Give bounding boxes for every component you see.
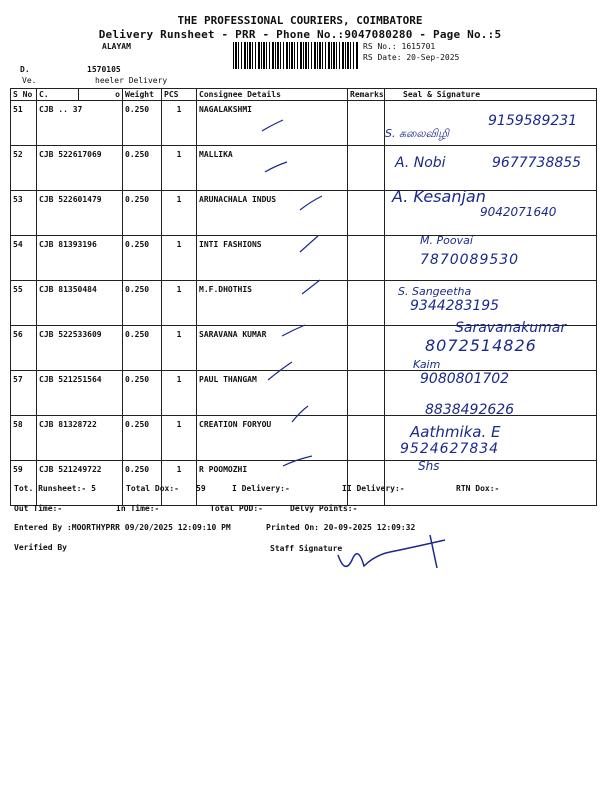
- row-awb: CJB 522617069: [37, 146, 123, 191]
- in-time: In Time:-: [116, 504, 160, 513]
- sign-57-name: Kaim: [413, 358, 441, 371]
- tot-runsheet: Tot. Runsheet:- 5: [14, 484, 96, 493]
- col-remarks: Remarks: [348, 89, 385, 101]
- row-sno: 56: [11, 326, 37, 371]
- sign-54-phone: 7870089530: [420, 252, 520, 268]
- table-header-row: [11, 89, 597, 101]
- row-awb: CJB 81350484: [37, 281, 123, 326]
- col-awb-2: o: [79, 89, 123, 101]
- row-pcs: 1: [162, 326, 197, 371]
- sign-58-phone: 8838492626: [425, 402, 515, 418]
- row-sno: 52: [11, 146, 37, 191]
- ve-label: Ve.: [22, 76, 37, 85]
- row-weight: 0.250: [123, 371, 162, 416]
- sign-56-phone: 8072514826: [425, 336, 537, 355]
- row-remarks: [348, 416, 385, 461]
- row-remarks: [348, 461, 385, 506]
- row-pcs: 1: [162, 146, 197, 191]
- sign-52-phone: 9677738855: [492, 155, 582, 171]
- table-row: [11, 461, 597, 506]
- ii-delivery: II Delivery:-: [342, 484, 405, 493]
- total-dox-value: 59: [196, 484, 206, 493]
- row-consignee: ARUNACHALA INDUS: [197, 191, 348, 236]
- row-consignee: M.F.DHOTHIS: [197, 281, 348, 326]
- row-remarks: [348, 101, 385, 146]
- sign-54-name: M. Poovai: [420, 234, 473, 247]
- row-awb: CJB 522601479: [37, 191, 123, 236]
- runsheet-subtitle: Delivery Runsheet - PRR - Phone No.:9047080280 - Page No.:5: [98, 28, 502, 41]
- row-remarks: [348, 281, 385, 326]
- row-pcs: 1: [162, 416, 197, 461]
- row-consignee: R POOMOZHI: [197, 461, 348, 506]
- d-label: D.: [20, 65, 30, 74]
- row-remarks: [348, 146, 385, 191]
- row-awb: CJB 81393196: [37, 236, 123, 281]
- sign-52-name: A. Nobi: [395, 155, 446, 171]
- entered-by: Entered By :MOORTHYPRR 09/20/2025 12:09:10 PM: [14, 523, 231, 532]
- sign-59-phone: 9524627834: [400, 441, 500, 457]
- col-sno: S No: [11, 89, 37, 101]
- row-sno: 59: [11, 461, 37, 506]
- row-awb: CJB 522533609: [37, 326, 123, 371]
- sign-55-name: S. Sangeetha: [398, 285, 472, 298]
- row-remarks: [348, 191, 385, 236]
- barcode: [233, 42, 359, 69]
- total-pod: Total POD:-: [210, 504, 263, 513]
- i-delivery: I Delivery:-: [232, 484, 290, 493]
- sign-55-phone: 9344283195: [410, 298, 500, 314]
- sign-56-name: Saravanakumar: [455, 320, 567, 336]
- row-pcs: 1: [162, 191, 197, 236]
- table-row: [11, 416, 597, 461]
- staff-signature-label: Staff Signature: [270, 544, 343, 553]
- verified-by: Verified By: [14, 543, 67, 552]
- row-consignee: PAUL THANGAM: [197, 371, 348, 416]
- row-sno: 57: [11, 371, 37, 416]
- total-dox-label: Total Dox:-: [126, 484, 179, 493]
- row-sno: 51: [11, 101, 37, 146]
- row-pcs: 1: [162, 371, 197, 416]
- sign-51-name: S. கலைவிழி: [385, 127, 449, 140]
- d-value: 1570105: [87, 65, 121, 74]
- row-sno: 55: [11, 281, 37, 326]
- company-title: THE PROFESSIONAL COURIERS, COIMBATORE: [177, 14, 423, 27]
- row-awb: CJB 521249722: [37, 461, 123, 506]
- out-time: Out Time:-: [14, 504, 63, 513]
- row-remarks: [348, 326, 385, 371]
- row-remarks: [348, 371, 385, 416]
- row-weight: 0.250: [123, 146, 162, 191]
- row-weight: 0.250: [123, 236, 162, 281]
- vehicle-fragment: heeler Delivery: [95, 76, 168, 85]
- runsheet-table: [10, 88, 597, 506]
- rs-number: RS No.: 1615701: [363, 42, 436, 51]
- col-weight: Weight: [123, 89, 162, 101]
- row-remarks: [348, 236, 385, 281]
- rtn-dox: RTN Dox:-: [456, 484, 500, 493]
- row-weight: 0.250: [123, 101, 162, 146]
- row-consignee: MALLIKA: [197, 146, 348, 191]
- row-sno: 53: [11, 191, 37, 236]
- sign-51-phone: 9159589231: [488, 113, 578, 129]
- sign-53-name: A. Kesanjan: [392, 187, 486, 206]
- col-pcs: PCS: [162, 89, 197, 101]
- row-weight: 0.250: [123, 326, 162, 371]
- sign-53-phone: 9042071640: [480, 205, 557, 219]
- row-consignee: SARAVANA KUMAR: [197, 326, 348, 371]
- table-row: [11, 281, 597, 326]
- printed-on: Printed On: 20-09-2025 12:09:32: [266, 523, 416, 532]
- row-weight: 0.250: [123, 461, 162, 506]
- row-consignee: CREATION FORYOU: [197, 416, 348, 461]
- row-pcs: 1: [162, 281, 197, 326]
- col-consignee: Consignee Details: [197, 89, 348, 101]
- staff-signature-mark: [338, 535, 445, 568]
- row-pcs: 1: [162, 101, 197, 146]
- delvy-points: Delvy Points:-: [290, 504, 358, 513]
- row-weight: 0.250: [123, 416, 162, 461]
- sign-59-name: Aathmika. E: [410, 423, 501, 441]
- row-awb: CJB 521251564: [37, 371, 123, 416]
- row-signature: [385, 461, 597, 506]
- row-pcs: 1: [162, 461, 197, 506]
- row-consignee: NAGALAKSHMI: [197, 101, 348, 146]
- row-weight: 0.250: [123, 281, 162, 326]
- sign-57-phone: 9080801702: [420, 371, 510, 387]
- row-awb: CJB .. 37: [37, 101, 123, 146]
- col-awb-1: C.: [37, 89, 79, 101]
- row-awb: CJB 81328722: [37, 416, 123, 461]
- rs-date: RS Date: 20-Sep-2025: [363, 53, 460, 62]
- row-sno: 54: [11, 236, 37, 281]
- sign-59-extra: Shs: [418, 459, 440, 473]
- row-consignee: INTI FASHIONS: [197, 236, 348, 281]
- row-pcs: 1: [162, 236, 197, 281]
- area-fragment: ALAYAM: [102, 42, 131, 51]
- row-weight: 0.250: [123, 191, 162, 236]
- col-signature: Seal & Signature: [385, 89, 597, 101]
- row-sno: 58: [11, 416, 37, 461]
